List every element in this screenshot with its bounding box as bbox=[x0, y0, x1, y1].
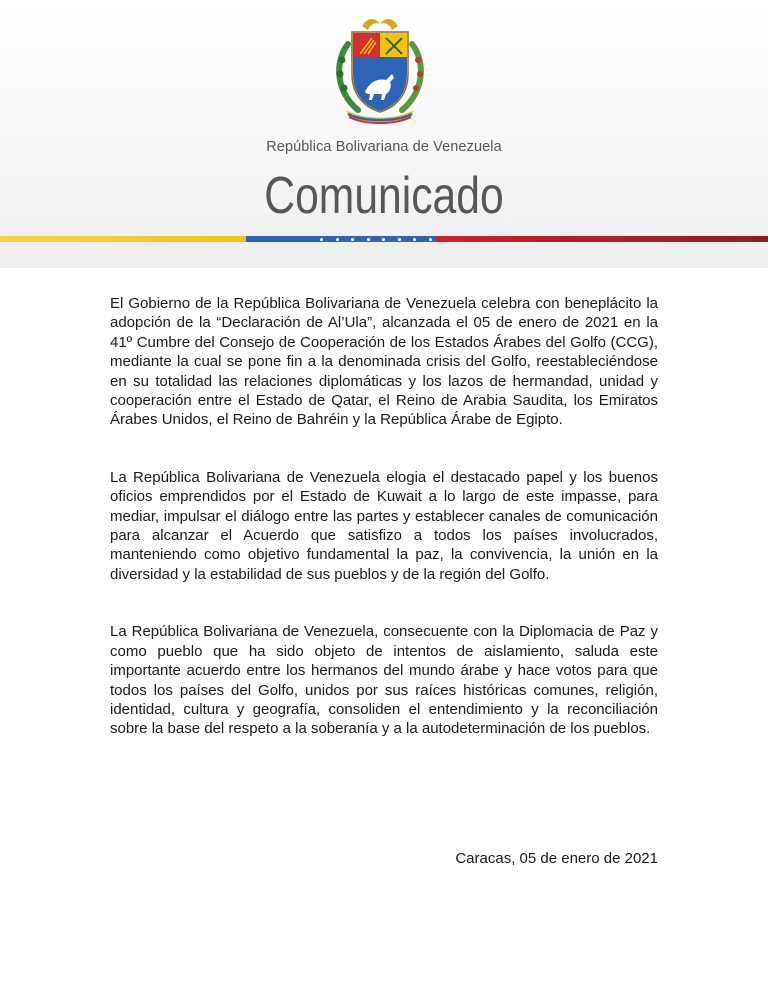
star-icon bbox=[367, 238, 370, 241]
country-name: República Bolivariana de Venezuela bbox=[266, 139, 502, 155]
page-title: Comunicado bbox=[264, 167, 504, 225]
star-icon bbox=[336, 238, 339, 241]
paragraph-3: La República Bolivariana de Venezuela, consecuente con la Diplomacia de Paz y como pueblo que ha sido objeto de intentos de aislamiento, saluda este importante acuerdo entre los hermanos del mundo árabe y hace votos para que todos los países del Golfo, unidos por sus raíces históricas comunes, religión, identidad, cultura y geografía, consoliden el entendimiento y la reconciliación sobre la base del respeto a la soberanía y a la autodeterminación de los pueblos. bbox=[110, 623, 658, 738]
letterhead bbox=[0, 0, 768, 268]
star-icon bbox=[351, 238, 354, 241]
paragraph-2: La República Bolivariana de Venezuela elogia el destacado papel y los buenos oficios emprendidos por el Estado de Kuwait a lo largo de este impasse, para mediar, impulsar el diálogo entre las partes y establecer canales de comunicación para alcanzar el Acuerdo que satisfizo a todos los países involucrados, manteniendo como objetivo fundamental la paz, la convivencia, la unión en la diversidad y la estabilidad de sus pueblos y de la región del Golfo. bbox=[110, 468, 658, 583]
stripe-yellow bbox=[0, 236, 246, 242]
star-icon bbox=[413, 238, 416, 241]
signature-date: Caracas, 05 de enero de 2021 bbox=[455, 850, 658, 867]
star-icon bbox=[398, 238, 401, 241]
paragraph-1: El Gobierno de la República Bolivariana de Venezuela celebra con beneplácito la adopción de la “Declaración de Al’Ula”, alcanzada el 05 de enero de 2021 en la 41º Cumbre del Consejo de Cooperación de los Estados Árabes del Golfo (CCG), mediante la cual se pone fin a la denominada crisis del Golfo, reestableciéndose en su totalidad las relaciones diplomáticas y los lazos de hermandad, unidad y cooperación entre el Estado de Qatar, el Reino de Arabia Saudita, los Emiratos Árabes Unidos, el Reino de Bahréin y la República Árabe de Egipto. bbox=[110, 295, 658, 429]
coat-of-arms-icon bbox=[328, 14, 432, 126]
stripe-stars bbox=[320, 236, 432, 242]
star-icon bbox=[382, 238, 385, 241]
communique-body bbox=[110, 294, 658, 777]
stripe-red bbox=[436, 236, 768, 242]
star-icon bbox=[429, 238, 432, 241]
star-icon bbox=[320, 238, 323, 241]
